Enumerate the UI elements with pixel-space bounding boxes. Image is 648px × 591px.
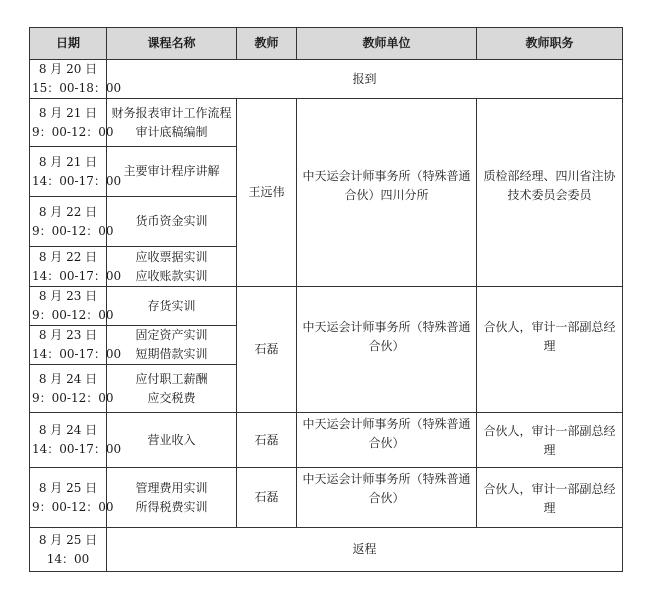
teacher-position-cell: 质检部经理、四川省注协 技术委员会委员 [477, 99, 623, 287]
column-header-course: 课程名称 [107, 28, 237, 60]
arrival-cell: 报到 [107, 60, 623, 99]
teacher-unit-cell: 中天运会计师事务所（特殊普通 合伙） [297, 413, 477, 468]
course-cell: 主要审计程序讲解 [107, 147, 237, 197]
column-header-unit: 教师单位 [297, 28, 477, 60]
column-header-teacher: 教师 [237, 28, 297, 60]
teacher-position-cell: 合伙人，审计一部副总经 理 [477, 468, 623, 528]
table-row [30, 413, 623, 468]
course-cell: 应付职工薪酬 应交税费 [107, 365, 237, 413]
table-row [30, 60, 623, 99]
table-row [30, 528, 623, 572]
teacher-cell: 石磊 [237, 287, 297, 413]
teacher-cell: 王远伟 [237, 99, 297, 287]
course-cell: 货币资金实训 [107, 197, 237, 247]
date-cell: 8 月 23 日 14：00-17：00 [30, 326, 107, 365]
schedule-table [29, 27, 623, 572]
date-cell: 8 月 24 日 9：00-12：00 [30, 365, 107, 413]
course-cell: 存货实训 [107, 287, 237, 326]
teacher-position-cell: 合伙人，审计一部副总经 理 [477, 287, 623, 413]
date-cell: 8 月 21 日 14：00-17：00 [30, 147, 107, 197]
teacher-unit-cell: 中天运会计师事务所（特殊普通 合伙） [297, 468, 477, 528]
teacher-cell: 石磊 [237, 413, 297, 468]
table-header-row [30, 28, 623, 60]
departure-cell: 返程 [107, 528, 623, 572]
course-cell: 管理费用实训 所得税费实训 [107, 468, 237, 528]
teacher-unit-cell: 中天运会计师事务所（特殊普通 合伙）四川分所 [297, 99, 477, 287]
table-row [30, 99, 623, 147]
course-cell: 营业收入 [107, 413, 237, 468]
teacher-cell: 石磊 [237, 468, 297, 528]
date-cell: 8 月 21 日 9：00-12：00 [30, 99, 107, 147]
column-header-date: 日期 [30, 28, 107, 60]
date-cell: 8 月 20 日 15：00-18：00 [30, 60, 107, 99]
course-cell: 应收票据实训 应收账款实训 [107, 247, 237, 287]
teacher-unit-cell: 中天运会计师事务所（特殊普通 合伙） [297, 287, 477, 413]
date-cell: 8 月 22 日 9：00-12：00 [30, 197, 107, 247]
date-cell: 8 月 24 日 14：00-17：00 [30, 413, 107, 468]
date-cell: 8 月 22 日 14：00-17：00 [30, 247, 107, 287]
date-cell: 8 月 23 日 9：00-12：00 [30, 287, 107, 326]
course-cell: 财务报表审计工作流程 审计底稿编制 [107, 99, 237, 147]
course-cell: 固定资产实训 短期借款实训 [107, 326, 237, 365]
teacher-position-cell: 合伙人，审计一部副总经 理 [477, 413, 623, 468]
table-row [30, 287, 623, 326]
column-header-position: 教师职务 [477, 28, 623, 60]
date-cell: 8 月 25 日 14：00 [30, 528, 107, 572]
date-cell: 8 月 25 日 9：00-12：00 [30, 468, 107, 528]
table-row [30, 468, 623, 528]
